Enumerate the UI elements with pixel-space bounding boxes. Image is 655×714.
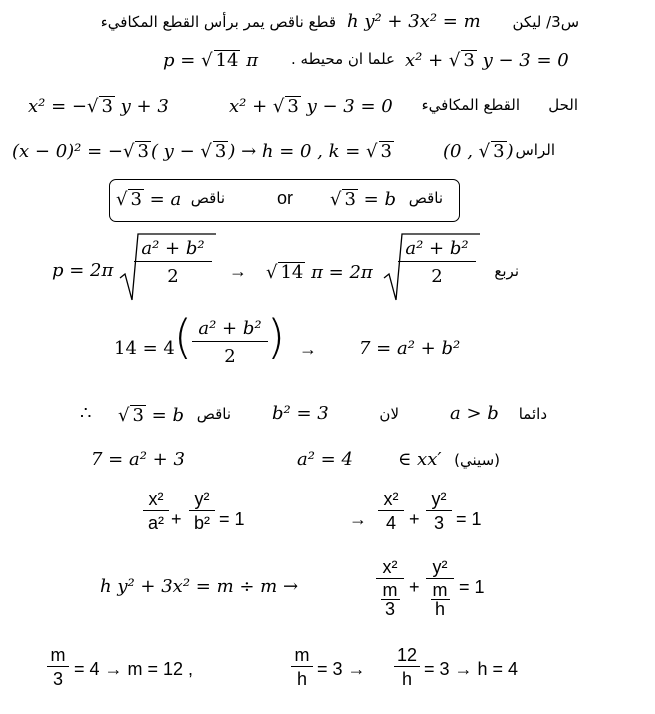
case-a-label: ناقص bbox=[190, 189, 225, 207]
fraction-1: a² + b² 2 bbox=[134, 240, 212, 286]
equals-one-3: = 1 bbox=[459, 577, 485, 597]
a-greater-b: a > b bbox=[450, 403, 499, 424]
plus-1: + bbox=[171, 509, 182, 529]
frac-m-3: m 3 bbox=[47, 646, 69, 688]
ellipse-word: ناقص bbox=[196, 405, 231, 423]
h-equals-4: = 3 → h = 4 bbox=[424, 659, 519, 679]
case-a-equation: √ 3 = a bbox=[116, 189, 182, 210]
right-paren: ) bbox=[267, 310, 285, 364]
frac-y2-b2: y² b² bbox=[189, 490, 215, 532]
parabola-label: القطع المكافيء bbox=[421, 96, 520, 114]
divide-by-m: h y² + 3x² = m ÷ m → bbox=[100, 576, 299, 597]
solution-label: الحل bbox=[548, 96, 578, 114]
fraction-2: a² + b² 2 bbox=[398, 240, 476, 286]
or-word: or bbox=[277, 188, 294, 208]
question-text-perimeter: علما ان محيطه . bbox=[290, 50, 395, 68]
equals-one-2: = 1 bbox=[456, 509, 482, 529]
frac-x2-a2: x² a² bbox=[143, 490, 169, 532]
vertex-label: الراس bbox=[515, 141, 555, 159]
fraction-3: a² + b² 2 bbox=[192, 320, 268, 366]
perimeter-equated: √ 14 π = 2π bbox=[266, 262, 373, 283]
frac-y2-mh: y² m h bbox=[426, 558, 454, 618]
frac-y2-3: y² 3 bbox=[426, 490, 452, 532]
parabola-rearranged: x² = −√ 3 y + 3 bbox=[28, 96, 169, 117]
frac-12-h: 12 h bbox=[394, 646, 420, 688]
plus-3: + bbox=[409, 577, 420, 597]
parabola-original: x² + √ 3 y − 3 = 0 bbox=[229, 96, 393, 117]
parabola-equation: x² + √ 3 y − 3 = 0 bbox=[405, 50, 569, 71]
perimeter-given: p = √ 14 π bbox=[163, 50, 259, 71]
b-value: √ 3 = b bbox=[118, 405, 184, 426]
perimeter-formula-p: p = 2π bbox=[52, 260, 114, 281]
always-word: دائما bbox=[518, 405, 547, 423]
because-word: لان bbox=[379, 405, 399, 423]
equals-3-arrow: = 3 → bbox=[317, 659, 366, 679]
seven-equation: 7 = a² + 3 bbox=[91, 449, 185, 470]
equation-14: 14 = 4 bbox=[114, 338, 175, 359]
therefore-symbol: ∴ bbox=[80, 403, 92, 424]
left-paren: ( bbox=[174, 310, 192, 364]
case-b-equation: √ 3 = b bbox=[330, 189, 396, 210]
question-text-ellipse: قطع ناقص يمر برأس القطع المكافيء bbox=[100, 13, 336, 31]
vertex-point: (0 , √ 3 ) bbox=[443, 141, 514, 162]
on-x-axis: ∈ xx′ bbox=[398, 449, 442, 470]
frac-x2-4: x² 4 bbox=[378, 490, 404, 532]
a-squared: a² = 4 bbox=[297, 449, 353, 470]
equals-one-1: = 1 bbox=[219, 509, 245, 529]
vertex-derivation: (x − 0)² = −√ 3 ( y − √ 3 ) → h = 0 , k = √ 3 bbox=[12, 141, 392, 162]
b-squared: b² = 3 bbox=[272, 403, 329, 424]
case-b-label: ناقص bbox=[408, 189, 443, 207]
sum-of-squares: 7 = a² + b² bbox=[359, 338, 461, 359]
frac-x2-m3: x² m 3 bbox=[376, 558, 404, 618]
arrow-3: → bbox=[349, 509, 367, 529]
frac-m-h: m h bbox=[291, 646, 313, 688]
square-word: نربع bbox=[494, 262, 519, 280]
plus-2: + bbox=[409, 509, 420, 529]
ellipse-equation: h y² + 3x² = m bbox=[347, 11, 481, 32]
arrow-1: → bbox=[229, 261, 247, 281]
sini-word: (سيني) bbox=[454, 451, 500, 469]
arrow-2: → bbox=[299, 339, 317, 359]
question-prefix: س3/ ليكن bbox=[512, 13, 579, 31]
m-equals-12: = 4 → m = 12 , bbox=[74, 659, 194, 679]
